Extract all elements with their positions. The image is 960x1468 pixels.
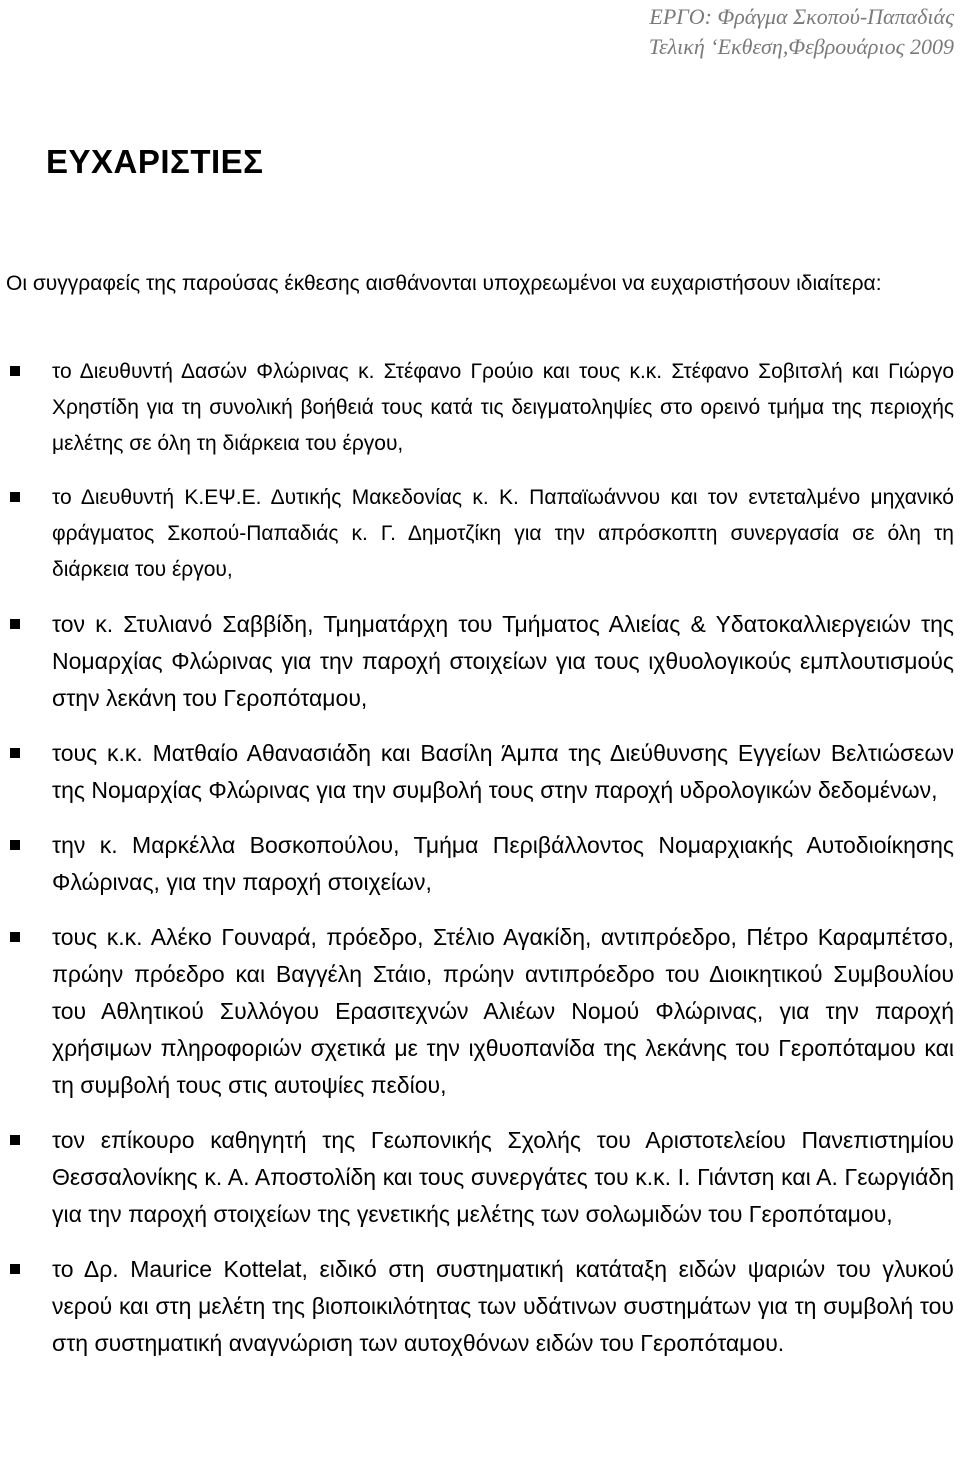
list-item <box>0 354 960 462</box>
page-title: ΕΥΧΑΡΙΣΤΙΕΣ <box>46 143 264 180</box>
list-item-text: τον κ. Στυλιανό Σαββίδη, Τμηματάρχη του Τμήματος Αλιείας & Υδατοκαλλιεργειών της Νομαρχίας Φλώρινας για την παροχή στοιχείων για τους ιχθυολογικούς εμπλουτισμούς στην λεκάνη του Γεροπόταμου, <box>52 611 954 711</box>
list-item-text: τον επίκουρο καθηγητή της Γεωπονικής Σχολής του Αριστοτελείου Πανεπιστημίου Θεσσαλονίκης κ. Α. Αποστολίδη και τους συνεργάτες του κ.κ. Ι. Γιάντση και Α. Γεωργιάδη για την παροχή στοιχείων της γενετικής μελέτης των σολωμιδών του Γεροπόταμου, <box>52 1127 954 1227</box>
list-item-text: το Διευθυντή Δασών Φλώρινας κ. Στέφανο Γρούιο και τους κ.κ. Στέφανο Σοβιτσλή και Γιώργο Χρηστίδη για τη συνολική βοήθειά τους κατά τις δειγματοληψίες στο ορεινό τμήμα της περιοχής μελέτης σε όλη τη διάρκεια του έργου, <box>52 360 954 455</box>
header-report-line: Τελική ‘Εκθεση,Φεβρουάριος 2009 <box>648 34 954 59</box>
header-project-line: ΕΡΓΟ: Φράγμα Σκοπού-Παπαδιάς <box>649 4 954 29</box>
list-item <box>0 1122 960 1233</box>
intro-paragraph: Οι συγγραφείς της παρούσας έκθεσης αισθάνονται υποχρεωμένοι να ευχαριστήσουν ιδιαίτερα: <box>6 272 882 295</box>
list-item-text: το Διευθυντή Κ.ΕΨ.Ε. Δυτικής Μακεδονίας κ. Κ. Παπαϊωάννου και τον εντεταλμένο μηχανικό φράγματος Σκοπού-Παπαδιάς κ. Γ. Δημοτζίκη για την απρόσκοπτη συνεργασία σε όλη τη διάρκεια του έργου, <box>52 486 954 581</box>
square-bullet-icon <box>10 1135 20 1145</box>
list-item <box>0 480 960 588</box>
acknowledgements-list <box>0 354 960 1380</box>
list-item-text: τους κ.κ. Ματθαίο Αθανασιάδη και Βασίλη Άμπα της Διεύθυνσης Εγγείων Βελτιώσεων της Νομαρχίας Φλώρινας για την συμβολή τους στην παροχή υδρολογικών δεδομένων, <box>52 740 954 803</box>
square-bullet-icon <box>10 492 20 502</box>
list-item <box>0 735 960 809</box>
list-item-text: τους κ.κ. Αλέκο Γουναρά, πρόεδρο, Στέλιο Αγακίδη, αντιπρόεδρο, Πέτρο Καραμπέτσο, πρώην πρόεδρο και Βαγγέλη Στάιο, πρώην αντιπρόεδρο του Διοικητικού Συμβουλίου του Αθλητικού Συλλόγου Ερασιτεχνών Αλιέων Νομού Φλώρινας, για την παροχή χρήσιμων πληροφοριών σχετικά με την ιχθυοπανίδα της λεκάνης του Γεροπόταμου και τη συμβολή τους στις αυτοψίες πεδίου, <box>52 924 954 1098</box>
list-item <box>0 1251 960 1362</box>
page-header <box>649 2 954 62</box>
list-item-text: την κ. Μαρκέλλα Βοσκοπούλου, Τμήμα Περιβάλλοντος Νομαρχιακής Αυτοδιοίκησης Φλώρινας, για την παροχή στοιχείων, <box>52 832 954 895</box>
square-bullet-icon <box>10 840 20 850</box>
square-bullet-icon <box>10 1264 20 1274</box>
square-bullet-icon <box>10 932 20 942</box>
square-bullet-icon <box>10 366 20 376</box>
square-bullet-icon <box>10 619 20 629</box>
square-bullet-icon <box>10 748 20 758</box>
list-item <box>0 606 960 717</box>
list-item-text: το Δρ. Maurice Kottelat, ειδικό στη συστηματική κατάταξη ειδών ψαριών του γλυκού νερού και στη μελέτη της βιοποικιλότητας των υδάτινων συστημάτων για τη συμβολή του στη συστηματική αναγνώριση των αυτοχθόνων ειδών του Γεροπόταμου. <box>52 1256 954 1356</box>
list-item <box>0 827 960 901</box>
list-item <box>0 919 960 1104</box>
